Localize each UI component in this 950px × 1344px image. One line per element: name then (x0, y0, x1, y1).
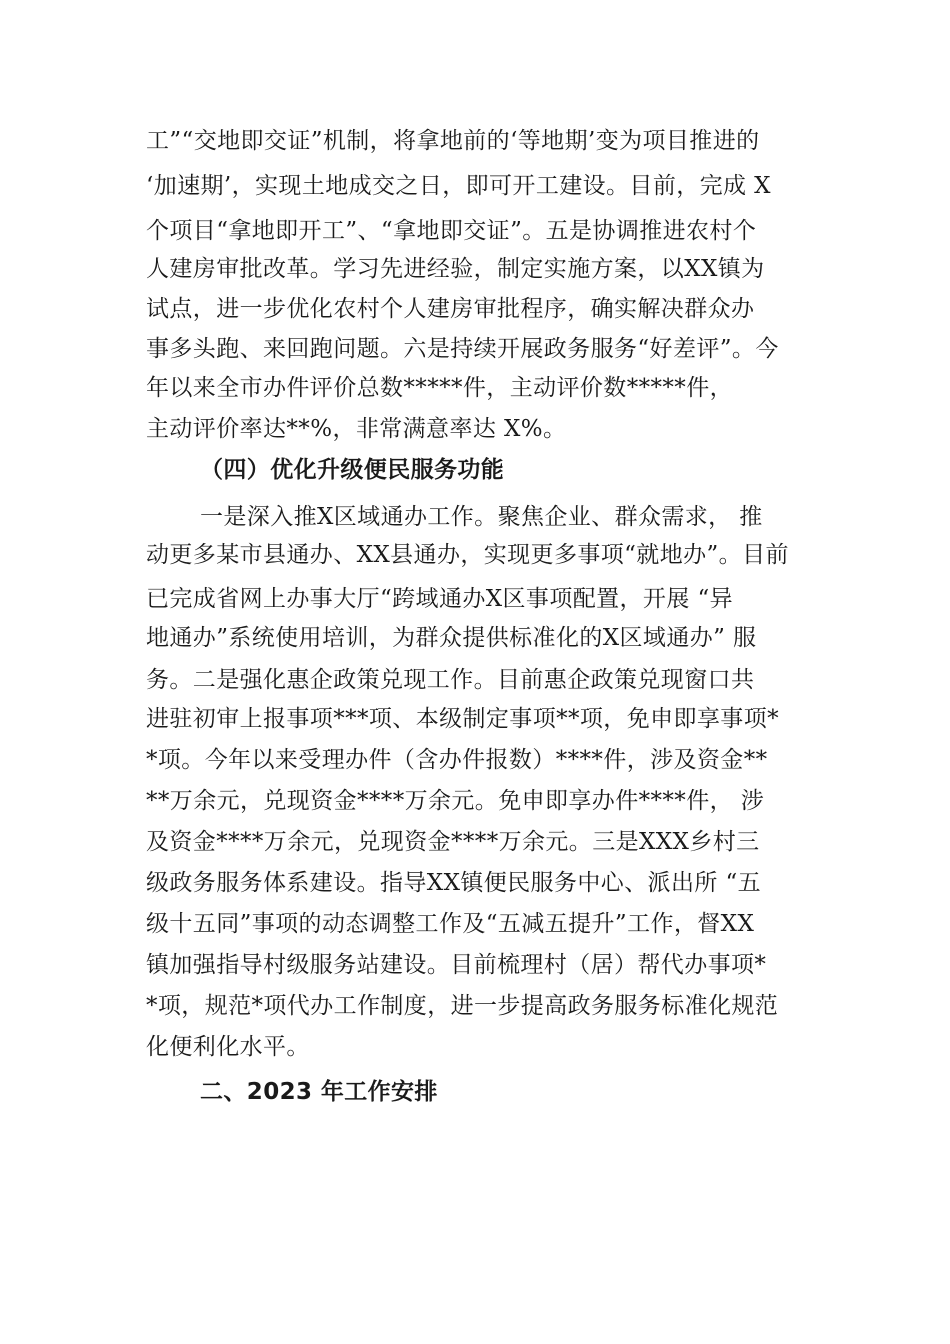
paragraph-line: 年以来全市办件评价总数*****件，主动评价数*****件， (146, 375, 733, 401)
paragraph-line: 级政务服务体系建设。指导XX镇便民服务中心、派出所 “五 (146, 870, 762, 896)
paragraph-line: 试点，进一步优化农村个人建房审批程序，确实解决群众办 (146, 296, 755, 322)
paragraph-line: 人建房审批改革。学习先进经验，制定实施方案，以XX镇为 (146, 256, 765, 282)
paragraph-line: 级十五同”事项的动态调整工作及“五减五提升”工作，督XX (146, 911, 755, 937)
paragraph-line: 已完成省网上办事大厅“跨域通办X区事项配置，开展 “异 (146, 586, 734, 612)
section-subheading: （四）优化升级便民服务功能 (200, 456, 505, 483)
paragraph-line: 个项目“拿地即开工”、“拿地即交证”。五是协调推进农村个 (146, 218, 757, 244)
paragraph-line: **万余元，兑现资金****万余元。免申即享办件****件， 涉 (146, 788, 765, 814)
paragraph-line: 化便利化水平。 (146, 1034, 310, 1060)
paragraph-line: *项，规范*项代办工作制度，进一步提高政务服务标准化规范 (146, 993, 779, 1019)
paragraph-line: 主动评价率达**%，非常满意率达 X%。 (146, 416, 567, 442)
paragraph-line: 地通办”系统使用培训，为群众提供标准化的X区域通办” 服 (146, 625, 757, 651)
paragraph-line: ‘加速期’，实现土地成交之日，即可开工建设。目前，完成 X (146, 173, 771, 199)
paragraph-line: 一是深入推X区域通办工作。聚焦企业、群众需求， 推 (200, 504, 763, 530)
paragraph-line: 动更多某市县通办、XX县通办，实现更多事项“就地办”。目前 (146, 542, 789, 568)
paragraph-line: 事多头跑、来回跑问题。六是持续开展政务服务“好差评”。今 (146, 336, 779, 362)
paragraph-line: 务。二是强化惠企政策兑现工作。目前惠企政策兑现窗口共 (146, 667, 755, 693)
paragraph-line: 镇加强指导村级服务站建设。目前梳理村（居）帮代办事项* (146, 952, 767, 978)
section-heading: 二、2023 年工作安排 (200, 1079, 438, 1105)
paragraph-line: *项。今年以来受理办件（含办件报数）****件，涉及资金** (146, 747, 768, 773)
paragraph-line: 进驻初审上报事项***项、本级制定事项**项，免申即享事项* (146, 706, 779, 732)
paragraph-line: 工”“交地即交证”机制，将拿地前的‘等地期’变为项目推进的 (146, 128, 760, 154)
paragraph-line: 及资金****万余元，兑现资金****万余元。三是XXX乡村三 (146, 829, 760, 855)
